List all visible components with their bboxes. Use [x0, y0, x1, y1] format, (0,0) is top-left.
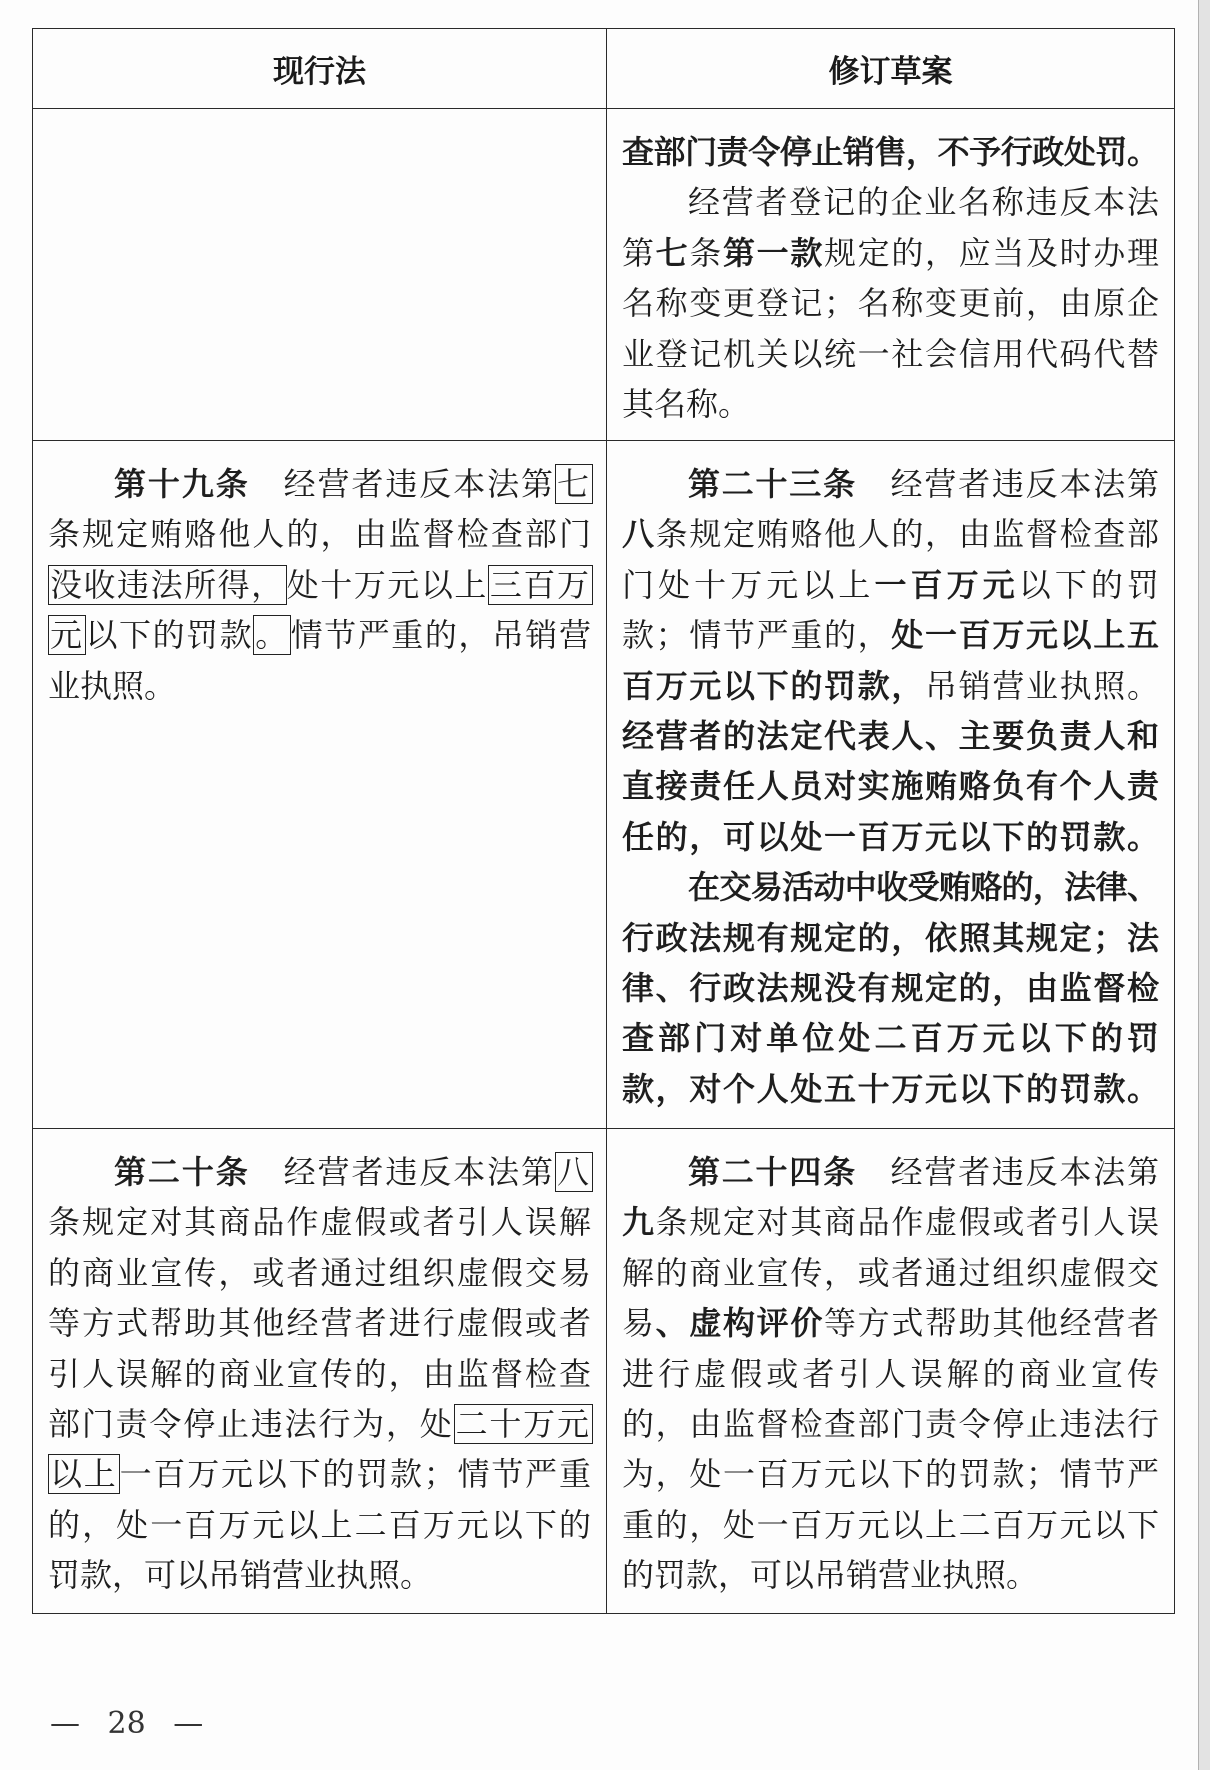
text-segment: 部门责令停止违法行为，处 — [48, 1404, 454, 1443]
text-segment: 规定的，应当及时办理 — [824, 233, 1161, 272]
text-line — [622, 127, 1159, 177]
text-line — [48, 1449, 591, 1499]
text-segment: 经营者违反本法第 — [249, 1153, 555, 1191]
bold-text: 直接责任人员对实施贿赂负有个人责 — [622, 767, 1161, 806]
text-line — [622, 661, 1159, 711]
paragraph — [48, 1147, 594, 1601]
comparison-row — [33, 441, 1175, 1129]
paragraph — [622, 127, 1159, 177]
cell-content — [33, 109, 606, 127]
text-line-content — [48, 1399, 593, 1449]
text-segment: 易 — [622, 1304, 656, 1343]
text-line-content — [622, 228, 1161, 278]
text-segment: 解的商业宣传，或者通过组织虚假交 — [622, 1253, 1161, 1292]
cell-content — [607, 1129, 1174, 1601]
text-segment: 条规定对其商品作虚假或者引人误 — [655, 1203, 1161, 1242]
text-segment: 处十万元以上 — [286, 565, 488, 604]
table-header-row — [33, 29, 1175, 109]
deleted-text-box: 以上 — [50, 1455, 118, 1494]
text-line — [622, 560, 1164, 610]
bold-text: 处一百万元以上五 — [891, 616, 1161, 655]
text-segment: 条 — [689, 233, 724, 272]
text-segment: 的商业宣传，或者通过组织虚假交易 — [48, 1253, 594, 1292]
text-line — [48, 1248, 594, 1298]
bold-text: 第二十条 — [114, 1153, 250, 1191]
current-law-cell — [33, 441, 607, 1129]
paragraph — [48, 459, 594, 711]
text-line-content — [622, 1248, 1161, 1298]
bold-text: 第二十三条 — [688, 465, 857, 503]
text-line-content — [114, 1147, 593, 1197]
bold-text: 一百万元 — [874, 565, 1019, 604]
text-line-content — [622, 1197, 1161, 1247]
text-segment: 经营者登记的企业名称违反本法 — [688, 183, 1161, 222]
revised-draft-cell — [607, 109, 1175, 441]
text-segment: 业登记机关以统一社会信用代码代替 — [622, 334, 1161, 373]
text-line — [48, 459, 591, 509]
paragraph — [622, 1147, 1164, 1601]
text-line-content — [48, 1349, 593, 1399]
bold-text: 、虚构评价 — [655, 1304, 824, 1343]
comparison-row — [33, 1129, 1175, 1614]
text-line — [622, 1147, 1159, 1197]
deleted-text-box: 没收违法所得， — [50, 565, 285, 604]
text-line-content — [114, 459, 593, 509]
text-line-content — [622, 1064, 1161, 1114]
column-header-current-law: 现行法 — [33, 29, 607, 109]
text-line — [622, 761, 1159, 811]
text-line — [622, 1449, 1159, 1499]
text-line — [48, 1399, 591, 1449]
text-line-content — [622, 1399, 1161, 1449]
text-line-content — [688, 862, 1158, 912]
text-line — [622, 278, 1159, 328]
text-line-content — [622, 1349, 1163, 1399]
text-segment: 经营者违反本法第 — [856, 1153, 1161, 1191]
paragraph — [622, 177, 1159, 429]
text-line-content — [622, 509, 1161, 559]
deleted-text-box: 元 — [50, 616, 84, 655]
text-line-content — [622, 127, 1159, 177]
text-line — [622, 379, 1159, 429]
text-line — [622, 812, 1159, 862]
bold-text: 行政法规有规定的，依照其规定；法 — [622, 918, 1161, 957]
text-line — [622, 1064, 1159, 1114]
page-number: — 28 — — [50, 1706, 204, 1741]
text-line-content — [48, 1298, 593, 1348]
text-line — [48, 1147, 591, 1197]
text-line-content — [622, 812, 1161, 862]
text-line-content — [622, 1449, 1161, 1499]
text-line-content — [48, 560, 593, 610]
revised-draft-cell — [607, 1129, 1175, 1614]
text-line-content — [622, 661, 1161, 711]
bold-text: 第一款 — [723, 233, 825, 272]
text-line-content — [48, 661, 176, 711]
text-line-content — [622, 761, 1161, 811]
text-segment: 引人误解的商业宣传的，由监督检查 — [48, 1354, 594, 1393]
text-segment: 重的，处一百万元以上二百万元以下 — [622, 1505, 1161, 1544]
cell-content — [607, 441, 1174, 1114]
text-line — [622, 711, 1159, 761]
text-line-content — [622, 1550, 1038, 1600]
text-line — [48, 661, 591, 711]
comparison-table — [32, 28, 1175, 1614]
text-line — [622, 1399, 1159, 1449]
bold-text: 百万元以下的罚款， — [622, 666, 925, 705]
text-line — [622, 1349, 1164, 1399]
text-line — [48, 509, 594, 559]
text-segment: 进行虚假或者引人误解的商业宣传 — [622, 1354, 1164, 1393]
bold-text: 查部门对单位处二百万元以下的罚 — [622, 1019, 1164, 1058]
bold-text: 九 — [622, 1203, 656, 1242]
text-segment: 一百万元以下的罚款；情节严重 — [119, 1455, 593, 1494]
text-line-content — [688, 177, 1161, 227]
text-line — [48, 1500, 594, 1550]
text-line-content — [48, 1550, 432, 1600]
text-segment: 的罚款，可以吊销营业执照。 — [622, 1556, 1039, 1595]
text-segment: 的，处一百万元以上二百万元以下的 — [48, 1505, 594, 1544]
text-line — [48, 1550, 591, 1600]
text-line — [622, 1298, 1159, 1348]
text-segment: 门处十万元以上 — [622, 565, 875, 604]
text-line — [622, 913, 1159, 963]
column-header-revised-draft: 修订草案 — [607, 29, 1175, 109]
paragraph — [622, 459, 1164, 862]
text-segment: 条规定对其商品作虚假或者引人误解 — [48, 1203, 594, 1242]
text-line-content — [622, 913, 1161, 963]
text-line-content — [48, 1449, 593, 1499]
text-line — [48, 1298, 594, 1348]
text-line-content — [622, 1500, 1161, 1550]
text-line-content — [622, 379, 750, 429]
bold-text: 律、行政法规没有规定的，由监督检 — [622, 968, 1161, 1007]
text-segment: 罚款，可以吊销营业执照。 — [48, 1556, 433, 1595]
text-line — [622, 459, 1159, 509]
text-segment: 名称变更登记；名称变更前，由原企 — [622, 284, 1161, 323]
bold-text: 第二十四条 — [688, 1153, 857, 1191]
text-line — [622, 610, 1159, 660]
bold-text: 查部门责令停止销售，不予行政处罚。 — [622, 133, 1159, 171]
text-segment: 为，处一百万元以下的罚款；情节严 — [622, 1455, 1161, 1494]
text-segment: 其名称。 — [622, 384, 751, 423]
bold-text: 在交易活动中收受贿赂的，法律、 — [688, 868, 1159, 907]
bold-text: 经营者的法定代表人、主要负责人和 — [622, 716, 1161, 755]
text-line-content — [688, 459, 1161, 509]
text-line-content — [622, 610, 1161, 660]
text-segment: 以下的罚 — [1018, 565, 1164, 604]
text-segment: 等方式帮助其他经营者 — [824, 1304, 1161, 1343]
text-line-content — [48, 1197, 593, 1247]
page-edge-shadow — [1198, 0, 1210, 1770]
text-line-content — [48, 610, 592, 660]
cell-content — [607, 109, 1174, 429]
comparison-row — [33, 109, 1175, 441]
deleted-text-box: 三百万 — [489, 565, 591, 604]
text-line-content — [48, 1248, 593, 1298]
text-segment: 经营者违反本法第 — [249, 465, 555, 503]
text-line-content — [622, 278, 1161, 328]
cell-content — [33, 1129, 606, 1601]
text-line — [622, 1248, 1159, 1298]
text-segment: 的，由监督检查部门责令停止违法行 — [622, 1404, 1161, 1443]
text-segment: 业执照。 — [48, 666, 177, 705]
cell-content — [33, 441, 606, 711]
text-line — [622, 1550, 1159, 1600]
deleted-text-box: 八 — [556, 1153, 591, 1191]
text-segment: 以下的罚款 — [85, 616, 254, 655]
text-segment: 情节严重的，吊销营 — [290, 616, 593, 655]
text-line-content — [48, 1500, 593, 1550]
text-line — [622, 228, 1159, 278]
text-segment: 等方式帮助其他经营者进行虚假或者 — [48, 1304, 594, 1343]
deleted-text-box: 。 — [255, 616, 289, 655]
bold-text: 款，对个人处五十万元以下的罚款。 — [622, 1069, 1161, 1108]
text-line-content — [48, 509, 593, 559]
bold-text: 第十九条 — [114, 465, 250, 503]
text-line — [622, 177, 1159, 227]
text-line — [622, 329, 1159, 379]
text-line — [622, 963, 1159, 1013]
current-law-cell — [33, 1129, 607, 1614]
text-line-content — [622, 963, 1161, 1013]
current-law-cell — [33, 109, 607, 441]
deleted-text-box: 二十万元 — [455, 1404, 591, 1443]
text-line — [622, 1013, 1164, 1063]
text-line — [622, 1197, 1159, 1247]
text-line-content — [688, 1147, 1161, 1197]
revised-draft-cell — [607, 441, 1175, 1129]
text-segment: 条规定贿赂他人的，由监督检查部门 — [48, 515, 594, 554]
text-line-content — [622, 1298, 1161, 1348]
text-line — [48, 1349, 594, 1399]
text-line — [48, 610, 591, 660]
deleted-text-box: 七 — [556, 465, 591, 503]
text-line — [622, 509, 1159, 559]
bold-text: 八 — [622, 515, 656, 554]
text-line-content — [622, 560, 1163, 610]
text-segment: 第 — [622, 233, 656, 272]
bold-text: 七 — [655, 233, 690, 272]
bold-text: 任的，可以处一百万元以下的罚款。 — [622, 817, 1161, 856]
text-line — [622, 862, 1159, 912]
text-line — [48, 1197, 594, 1247]
text-segment: 款；情节严重的， — [622, 616, 892, 655]
text-line-content — [622, 329, 1161, 379]
text-line-content — [622, 1013, 1163, 1063]
text-segment: 经营者违反本法第 — [856, 465, 1161, 503]
text-segment: 条规定贿赂他人的，由监督检查部 — [655, 515, 1161, 554]
text-line — [48, 560, 591, 610]
text-line — [622, 1500, 1159, 1550]
text-line-content — [622, 711, 1161, 761]
paragraph — [622, 862, 1164, 1114]
text-segment: 吊销营业执照。 — [924, 666, 1161, 705]
